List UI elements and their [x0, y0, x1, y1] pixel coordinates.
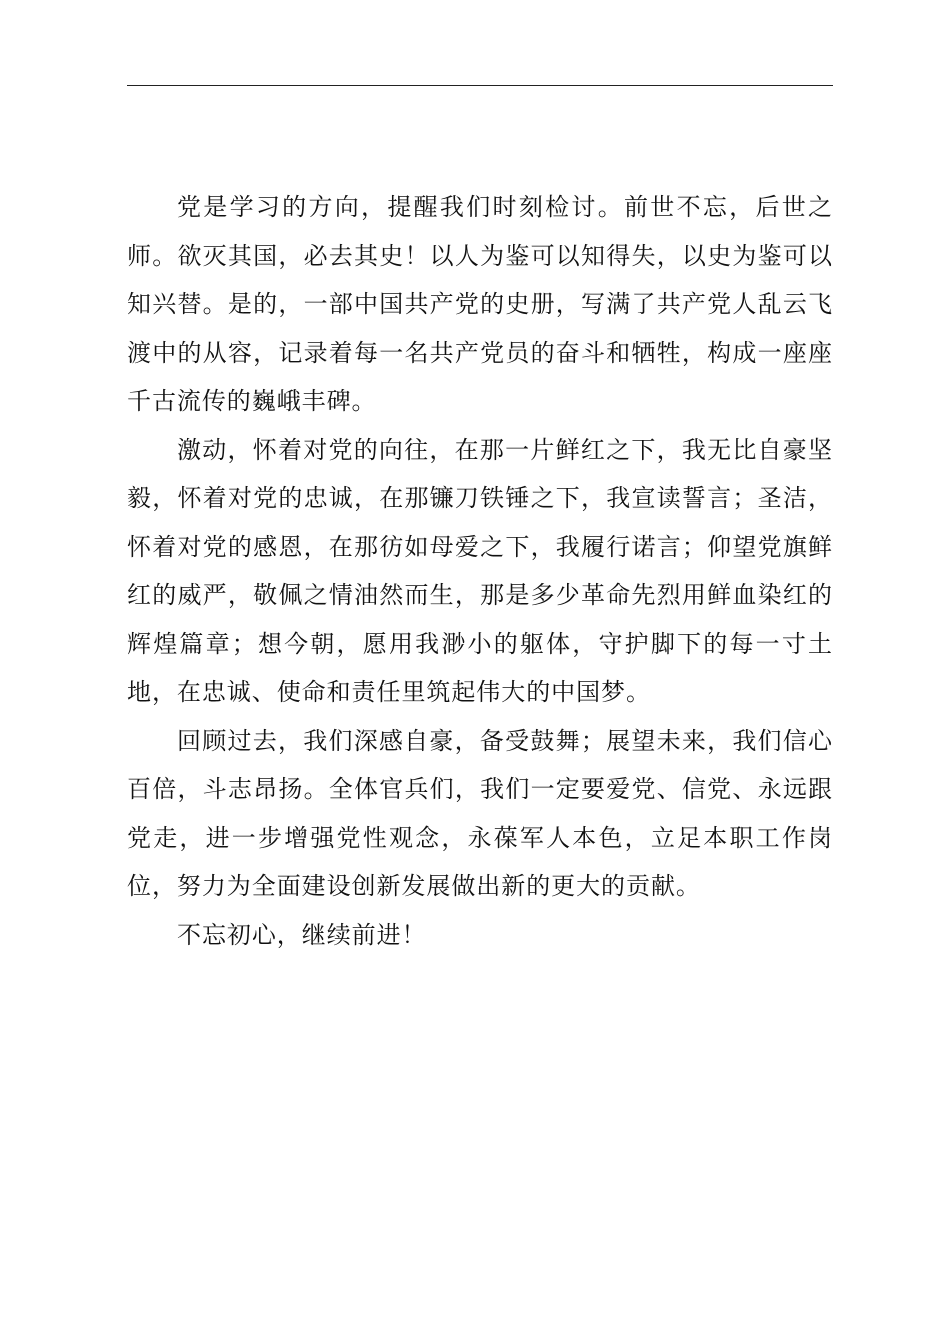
document-body — [127, 183, 833, 959]
paragraph-closing-slogan: 不忘初心，继续前进！ — [177, 920, 427, 949]
paragraph-review-outlook: 回顾过去，我们深感自豪，备受鼓舞；展望未来，我们信心百倍，斗志昂扬。全体官兵们，我们一定要爱党、信党、永远跟党走，进一步增强党性观念，永葆军人本色，立足本职工作岗位，努力为全面建设创新发展做出新的更大的贡献。 — [127, 726, 833, 900]
header-rule — [127, 85, 833, 86]
paragraph-emotion-oath: 激动，怀着对党的向往，在那一片鲜红之下，我无比自豪坚毅，怀着对党的忠诚，在那镰刀铁锤之下，我宣读誓言；圣洁，怀着对党的感恩，在那彷如母爱之下，我履行诺言；仰望党旗鲜红的威严，敬佩之情油然而生，那是多少革命先烈用鲜血染红的辉煌篇章；想今朝，愿用我渺小的躯体，守护脚下的每一寸土地，在忠诚、使命和责任里筑起伟大的中国梦。 — [127, 435, 833, 706]
paragraph-party-direction: 党是学习的方向，提醒我们时刻检讨。前世不忘，后世之师。欲灭其国，必去其史！以人为鉴可以知得失，以史为鉴可以知兴替。是的，一部中国共产党的史册，写满了共产党人乱云飞渡中的从容，记录着每一名共产党员的奋斗和牺牲，构成一座座千古流传的巍峨丰碑。 — [127, 193, 833, 415]
